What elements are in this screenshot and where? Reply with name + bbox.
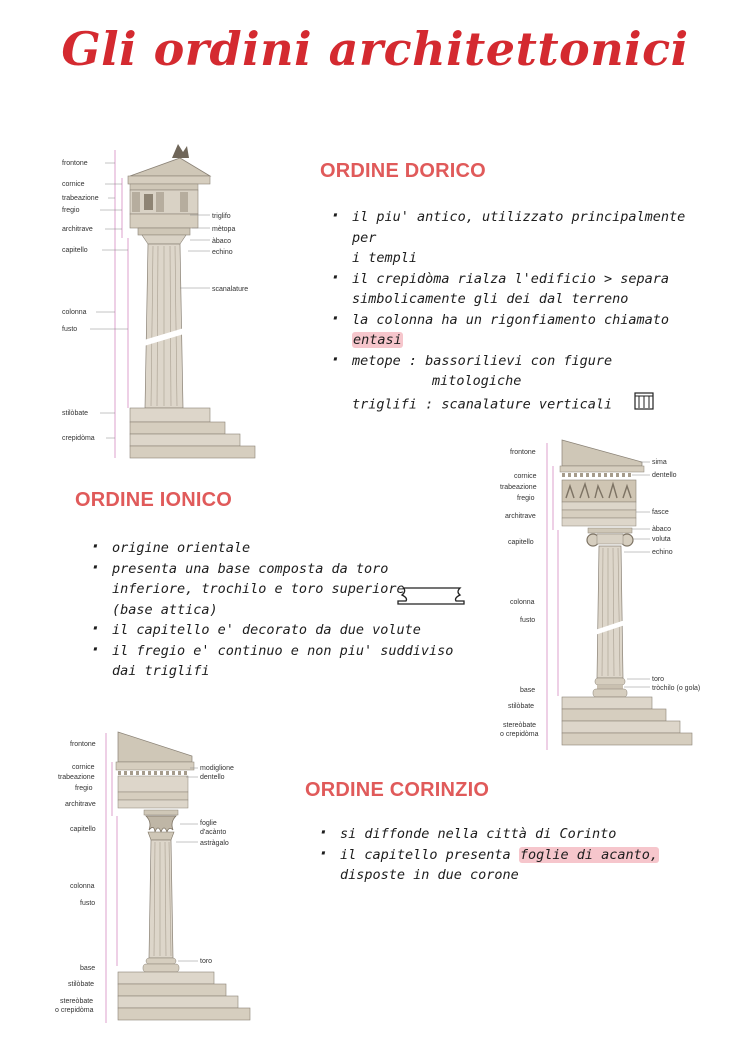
ionic-label-base: base xyxy=(520,687,536,694)
corinthian-label-architrave: architrave xyxy=(65,801,96,808)
corinthian-label-foglie: foglie xyxy=(200,820,217,827)
corinthian-label-toro: toro xyxy=(200,958,213,965)
ionic-label-architrave: architrave xyxy=(505,513,536,520)
corinthian-label-crepidoma: o crepidòma xyxy=(55,1007,94,1014)
page-title: Gli ordini architettonici xyxy=(61,22,689,76)
doric-label-fusto: fusto xyxy=(62,326,78,333)
corinthian-label-modiglione: modiglione xyxy=(200,765,234,772)
ionic-label-trochilo: tròchilo (o gola) xyxy=(652,685,701,692)
ionic-label-stereobate: stereòbate xyxy=(503,722,537,729)
doric-label-cornice: cornice xyxy=(62,181,85,188)
corinthian-column-figure xyxy=(40,728,265,1028)
list-item: · origine orientale xyxy=(90,538,470,559)
list-item: · il capitello e' decorato da due volute xyxy=(90,620,470,641)
doric-label-abaco: àbaco xyxy=(212,238,232,245)
ionic-label-fregio: fregio xyxy=(517,495,535,502)
corinthian-label-capitello: capitello xyxy=(70,826,96,833)
doric-label-frontone: frontone xyxy=(62,160,88,167)
list-item: · metope : bassorilievi con figure mitologiche xyxy=(330,351,700,392)
attic-base-icon xyxy=(396,585,468,613)
ionic-label-crepidoma: o crepidòma xyxy=(500,731,539,738)
doric-label-trabeazione: trabeazione xyxy=(62,195,99,202)
corinthian-label-dacanto: d'acànto xyxy=(200,829,227,836)
ionic-label-capitello: capitello xyxy=(508,539,534,546)
corinthian-label-colonna: colonna xyxy=(70,883,95,890)
corinthian-label-frontone: frontone xyxy=(70,741,96,748)
ionic-label-abaco: àbaco xyxy=(652,526,672,533)
ionic-label-voluta: voluta xyxy=(652,536,671,543)
ionic-label-fusto: fusto xyxy=(520,617,536,624)
ionic-label-trabeazione: trabeazione xyxy=(500,484,537,491)
corinthian-label-stilobate: stilòbate xyxy=(68,981,95,988)
doric-label-crepidoma: crepidòma xyxy=(62,435,95,442)
list-item: · presenta una base composta da toro inferiore, trochilo e toro superiore (base attica) xyxy=(90,559,470,621)
ionic-label-sima: sima xyxy=(652,459,667,466)
doric-label-scanalature: scanalature xyxy=(212,286,249,293)
ionic-column-figure xyxy=(500,438,715,758)
doric-label-colonna: colonna xyxy=(62,309,87,316)
doric-label-triglifo: triglifo xyxy=(212,213,231,220)
doric-heading: ORDINE DORICO xyxy=(320,160,486,182)
doric-label-stilobate: stilòbate xyxy=(62,410,89,417)
list-item: triglifi : scanalature verticali xyxy=(330,392,700,417)
list-item: · il fregio e' continuo e non piu' suddiviso dai triglifi xyxy=(90,641,470,682)
ionic-label-colonna: colonna xyxy=(510,599,535,606)
corinthian-label-base: base xyxy=(80,965,96,972)
ionic-heading: ORDINE IONICO xyxy=(75,489,233,511)
doric-label-fregio: fregio xyxy=(62,207,80,214)
doric-label-echino: echino xyxy=(212,249,233,256)
ionic-label-stilobate: stilòbate xyxy=(508,703,535,710)
ionic-label-frontone: frontone xyxy=(510,449,536,456)
corinthian-heading: ORDINE CORINZIO xyxy=(305,779,490,801)
triglyph-icon xyxy=(634,392,654,417)
ionic-label-echino: echino xyxy=(652,549,673,556)
doric-label-metopa: mètopa xyxy=(212,226,236,233)
ionic-label-cornice: cornice xyxy=(514,473,537,480)
corinthian-label-astragalo: astràgalo xyxy=(200,840,229,847)
corinthian-label-trabeazione: trabeazione xyxy=(58,774,95,781)
highlight-entasi: entasi xyxy=(353,332,402,348)
ionic-label-dentello: dentello xyxy=(652,472,677,479)
ionic-label-toro: toro xyxy=(652,676,665,683)
ionic-label-fasce: fasce xyxy=(652,509,669,516)
doric-label-capitello: capitello xyxy=(62,247,88,254)
list-item: · si diffonde nella città di Corinto xyxy=(318,824,698,845)
corinthian-notes xyxy=(318,824,698,886)
doric-label-architrave: architrave xyxy=(62,226,93,233)
corinthian-label-fregio: fregio xyxy=(75,785,93,792)
list-item: · il crepidòma rialza l'edificio > separa simbolicamente gli dei dal terreno xyxy=(330,269,700,310)
corinthian-label-cornice: cornice xyxy=(72,764,95,771)
corinthian-label-fusto: fusto xyxy=(80,900,96,907)
list-item: · la colonna ha un rigonfiamento chiamato entasi xyxy=(330,310,700,351)
list-item: · il piu' antico, utilizzato principalmente per i templi xyxy=(330,207,700,269)
doric-column-figure xyxy=(60,128,275,463)
corinthian-label-dentello: dentello xyxy=(200,774,225,781)
highlight-foglie-acanto: foglie di acanto, xyxy=(519,846,658,863)
doric-notes xyxy=(330,207,700,416)
corinthian-label-stereobate: stereòbate xyxy=(60,998,94,1005)
list-item: · il capitello presenta foglie di acanto, disposte in due corone xyxy=(318,845,698,886)
